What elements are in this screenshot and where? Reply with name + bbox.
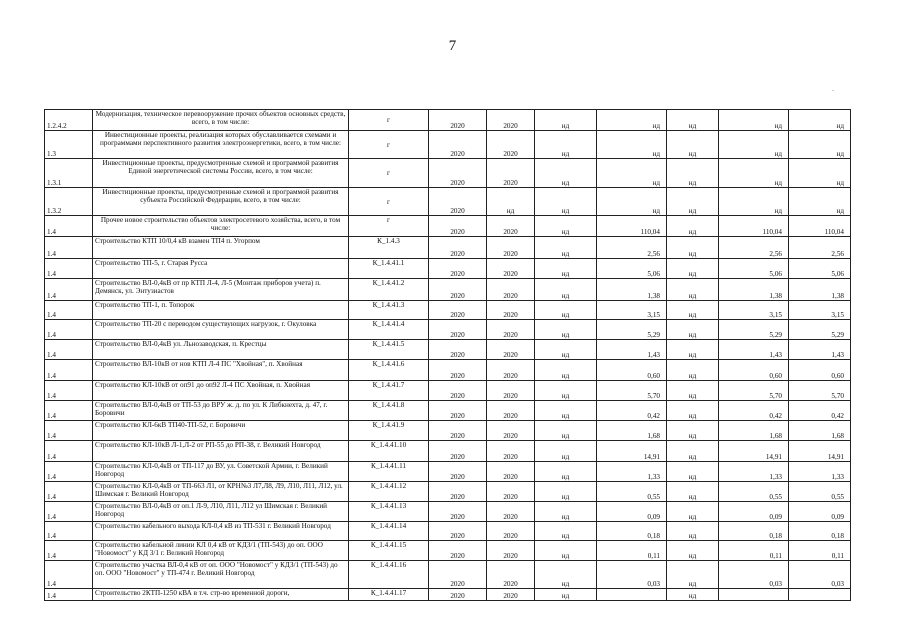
value-col-6: 110,04 xyxy=(719,216,789,237)
value-col-6: 0,55 xyxy=(719,482,789,502)
year-end: 2020 xyxy=(487,502,535,522)
row-number: 1.4 xyxy=(45,360,93,381)
value-col-4: 0,03 xyxy=(597,561,667,589)
value-col-6: 14,91 xyxy=(719,441,789,462)
year-end: 2020 xyxy=(487,589,535,601)
table-row xyxy=(45,159,851,188)
year-end: 2020 xyxy=(487,279,535,301)
row-number: 1.2.4.2 xyxy=(45,110,93,131)
value-col-7: нд xyxy=(789,188,851,216)
value-col-5: нд xyxy=(667,502,719,522)
value-col-7: 1,43 xyxy=(789,340,851,360)
value-col-6 xyxy=(719,589,789,601)
project-code: К_1.4.41.8 xyxy=(349,401,429,421)
value-col-7: 1,33 xyxy=(789,462,851,482)
value-col-6: 0,18 xyxy=(719,522,789,541)
year-end: 2020 xyxy=(487,301,535,320)
value-col-7: 0,03 xyxy=(789,561,851,589)
year-start: 2020 xyxy=(429,381,487,401)
value-col-3: нд xyxy=(535,381,597,401)
year-start: 2020 xyxy=(429,462,487,482)
value-col-6: 0,03 xyxy=(719,561,789,589)
year-end: 2020 xyxy=(487,360,535,381)
value-col-5: нд xyxy=(667,110,719,131)
page-number: 7 xyxy=(448,38,457,54)
value-col-4: 5,29 xyxy=(597,320,667,340)
value-col-5: нд xyxy=(667,216,719,237)
year-start: 2020 xyxy=(429,482,487,502)
year-end: 2020 xyxy=(487,561,535,589)
project-code: К_1.4.41.1 xyxy=(349,259,429,279)
project-code: К_1.4.41.3 xyxy=(349,301,429,320)
table-row xyxy=(45,482,851,502)
project-code: К_1.4.41.12 xyxy=(349,482,429,502)
project-code: К_1.4.41.6 xyxy=(349,360,429,381)
project-name: Строительство участка ВЛ-0,4 кВ от оп. ООО "Новомост" у КДЗ/1 (ТП-543) до оп. ООО "Новомост" у ТП-474 г. Великий Новгород xyxy=(93,561,349,589)
value-col-7: 0,11 xyxy=(789,541,851,561)
row-number: 1.4 xyxy=(45,279,93,301)
value-col-4: 0,60 xyxy=(597,360,667,381)
year-end: 2020 xyxy=(487,381,535,401)
row-number: 1.4 xyxy=(45,561,93,589)
year-end: 2020 xyxy=(487,259,535,279)
year-end: 2020 xyxy=(487,131,535,159)
value-col-4: 5,06 xyxy=(597,259,667,279)
project-code: К_1.4.41.5 xyxy=(349,340,429,360)
value-col-4: нд xyxy=(597,159,667,188)
value-col-4: 3,15 xyxy=(597,301,667,320)
value-col-4: 1,33 xyxy=(597,462,667,482)
project-name: Инвестиционные проекты, предусмотренные схемой и программой развития Единой энергетической системы России, всего, в том числе: xyxy=(93,159,349,188)
table-row xyxy=(45,216,851,237)
value-col-6: 0,09 xyxy=(719,502,789,522)
value-col-7: 2,56 xyxy=(789,237,851,259)
value-col-3: нд xyxy=(535,320,597,340)
project-code: г xyxy=(349,110,429,131)
year-start: 2020 xyxy=(429,216,487,237)
row-number: 1.4 xyxy=(45,522,93,541)
project-code: г xyxy=(349,131,429,159)
project-name: Строительство КТП 10/0,4 кВ взамен ТП4 п. Угорпом xyxy=(93,237,349,259)
project-code: К_1.4.41.15 xyxy=(349,541,429,561)
project-code: К_1.4.41.11 xyxy=(349,462,429,482)
value-col-4: 1,43 xyxy=(597,340,667,360)
value-col-5: нд xyxy=(667,320,719,340)
row-number: 1.4 xyxy=(45,340,93,360)
value-col-7: нд xyxy=(789,110,851,131)
project-code: К_1.4.41.2 xyxy=(349,279,429,301)
project-name: Строительство ВЛ-10кВ от нов КТП Л-4 ПС "Хвойная", п. Хвойная xyxy=(93,360,349,381)
table-row xyxy=(45,110,851,131)
corner-mark: . xyxy=(832,84,834,93)
value-col-5: нд xyxy=(667,561,719,589)
value-col-3: нд xyxy=(535,216,597,237)
table-row xyxy=(45,259,851,279)
project-code: К_1.4.41.10 xyxy=(349,441,429,462)
row-number: 1.4 xyxy=(45,216,93,237)
value-col-6: нд xyxy=(719,188,789,216)
value-col-7: 0,55 xyxy=(789,482,851,502)
project-name: Строительство кабельной линии КЛ 0,4 кВ от КДЗ/1 (ТП-543) до оп. ООО "Новомост" у КД 3/1 г. Великий Новгород xyxy=(93,541,349,561)
year-end: 2020 xyxy=(487,320,535,340)
value-col-7: нд xyxy=(789,159,851,188)
value-col-6: нд xyxy=(719,159,789,188)
project-name: Строительство кабельного выхода КЛ-0,4 кВ из ТП-531 г. Великий Новгород xyxy=(93,522,349,541)
value-col-7: 14,91 xyxy=(789,441,851,462)
value-col-5: нд xyxy=(667,522,719,541)
row-number: 1.4 xyxy=(45,301,93,320)
value-col-6: 1,38 xyxy=(719,279,789,301)
table-row xyxy=(45,301,851,320)
value-col-7: 0,42 xyxy=(789,401,851,421)
value-col-4: 0,42 xyxy=(597,401,667,421)
year-start: 2020 xyxy=(429,421,487,441)
project-name: Строительство КЛ-6кВ ТП40-ТП-52, г. Боровичи xyxy=(93,421,349,441)
project-code: К_1.4.41.4 xyxy=(349,320,429,340)
table-row xyxy=(45,462,851,482)
value-col-3: нд xyxy=(535,441,597,462)
value-col-7: 1,68 xyxy=(789,421,851,441)
year-start: 2020 xyxy=(429,441,487,462)
table-row xyxy=(45,131,851,159)
project-name: Строительство ВЛ-0,4кВ от ТП-53 до ВРУ ж. д. по ул. К Либкнехта, д. 47, г. Боровичи xyxy=(93,401,349,421)
row-number: 1.4 xyxy=(45,421,93,441)
table-row xyxy=(45,360,851,381)
value-col-4: 1,38 xyxy=(597,279,667,301)
project-name: Строительство 2КТП-1250 кВА в т.ч. стр-во временной дороги, xyxy=(93,589,349,601)
value-col-4: 5,70 xyxy=(597,381,667,401)
table-row xyxy=(45,541,851,561)
value-col-3: нд xyxy=(535,279,597,301)
project-code: К_1.4.41.9 xyxy=(349,421,429,441)
project-name: Строительство ТП-5, г. Старая Русса xyxy=(93,259,349,279)
project-code: К_1.4.41.17 xyxy=(349,589,429,601)
value-col-6: 1,33 xyxy=(719,462,789,482)
year-end: 2020 xyxy=(487,237,535,259)
value-col-7: 1,38 xyxy=(789,279,851,301)
value-col-3: нд xyxy=(535,259,597,279)
value-col-6: 3,15 xyxy=(719,301,789,320)
project-name: Строительство КЛ-0,4кВ от ТП-117 до ВУ, ул. Советской Армии, г. Великий Новгород xyxy=(93,462,349,482)
row-number: 1.3.1 xyxy=(45,159,93,188)
year-end: нд xyxy=(487,188,535,216)
row-number: 1.4 xyxy=(45,541,93,561)
year-end: 2020 xyxy=(487,340,535,360)
value-col-5: нд xyxy=(667,441,719,462)
year-start: 2020 xyxy=(429,188,487,216)
value-col-5: нд xyxy=(667,462,719,482)
year-end: 2020 xyxy=(487,110,535,131)
value-col-4: 0,09 xyxy=(597,502,667,522)
table-row xyxy=(45,561,851,589)
year-end: 2020 xyxy=(487,216,535,237)
project-name: Модернизация, техническое перевооружение прочих объектов основных средств, всего, в том числе: xyxy=(93,110,349,131)
project-code: К_1.4.41.16 xyxy=(349,561,429,589)
value-col-7: 5,06 xyxy=(789,259,851,279)
value-col-5: нд xyxy=(667,541,719,561)
value-col-5: нд xyxy=(667,421,719,441)
year-start: 2020 xyxy=(429,541,487,561)
value-col-6: 0,11 xyxy=(719,541,789,561)
value-col-6: нд xyxy=(719,131,789,159)
year-start: 2020 xyxy=(429,522,487,541)
table-row xyxy=(45,401,851,421)
project-code: К_1.4.41.13 xyxy=(349,502,429,522)
table-row xyxy=(45,279,851,301)
row-number: 1.4 xyxy=(45,502,93,522)
year-end: 2020 xyxy=(487,421,535,441)
project-name: Строительство ВЛ-0,4кВ от оп.1 Л-9, Л10, Л11, Л12 ул Шимская г. Великий Новгород xyxy=(93,502,349,522)
investment-table xyxy=(44,109,851,601)
value-col-4: нд xyxy=(597,188,667,216)
year-start: 2020 xyxy=(429,589,487,601)
value-col-5: нд xyxy=(667,131,719,159)
value-col-3: нд xyxy=(535,421,597,441)
year-start: 2020 xyxy=(429,259,487,279)
value-col-6: 5,29 xyxy=(719,320,789,340)
year-start: 2020 xyxy=(429,301,487,320)
value-col-6: 1,68 xyxy=(719,421,789,441)
table-row xyxy=(45,589,851,601)
project-name: Строительство КЛ-0,4кВ от ТП-663 Л1, от КРН№3 Л7,Л8, Л9, Л10, Л11, Л12, ул. Шимская г. Великий Новгород xyxy=(93,482,349,502)
row-number: 1.3.2 xyxy=(45,188,93,216)
year-end: 2020 xyxy=(487,401,535,421)
project-name: Строительство ВЛ-0,4кВ от пр КТП Л-4, Л-5 (Монтаж приборов учета) п. Демянск, ул. Энтузиастов xyxy=(93,279,349,301)
year-start: 2020 xyxy=(429,159,487,188)
value-col-7 xyxy=(789,589,851,601)
row-number: 1.4 xyxy=(45,589,93,601)
value-col-4: 0,55 xyxy=(597,482,667,502)
year-start: 2020 xyxy=(429,360,487,381)
year-start: 2020 xyxy=(429,237,487,259)
value-col-3: нд xyxy=(535,561,597,589)
value-col-6: 2,56 xyxy=(719,237,789,259)
value-col-3: нд xyxy=(535,360,597,381)
row-number: 1.4 xyxy=(45,401,93,421)
value-col-4: 2,56 xyxy=(597,237,667,259)
table-body xyxy=(45,110,851,601)
year-start: 2020 xyxy=(429,561,487,589)
value-col-3: нд xyxy=(535,301,597,320)
project-name: Строительство ТП-20 с переводом существующих нагрузок, г. Окуловка xyxy=(93,320,349,340)
year-end: 2020 xyxy=(487,482,535,502)
value-col-3: нд xyxy=(535,462,597,482)
value-col-6: 1,43 xyxy=(719,340,789,360)
year-start: 2020 xyxy=(429,502,487,522)
value-col-3: нд xyxy=(535,159,597,188)
table-row xyxy=(45,237,851,259)
row-number: 1.3 xyxy=(45,131,93,159)
value-col-5: нд xyxy=(667,401,719,421)
value-col-6: нд xyxy=(719,110,789,131)
project-name: Инвестиционные проекты, предусмотренные схемой и программой развития субъекта Российской Федерации, всего, в том числе: xyxy=(93,188,349,216)
value-col-5: нд xyxy=(667,340,719,360)
value-col-5: нд xyxy=(667,360,719,381)
value-col-6: 0,42 xyxy=(719,401,789,421)
project-code: г xyxy=(349,159,429,188)
value-col-5: нд xyxy=(667,237,719,259)
value-col-5: нд xyxy=(667,259,719,279)
value-col-5: нд xyxy=(667,188,719,216)
value-col-4: 1,68 xyxy=(597,421,667,441)
project-name: Строительство КЛ-10кВ Л-1,Л-2 от РП-55 до РП-38, г. Великий Новгород xyxy=(93,441,349,462)
value-col-4 xyxy=(597,589,667,601)
project-name: Строительство ВЛ-0,4кВ ул. Льнозаводская, п. Крестцы xyxy=(93,340,349,360)
year-start: 2020 xyxy=(429,340,487,360)
value-col-3: нд xyxy=(535,589,597,601)
value-col-3: нд xyxy=(535,131,597,159)
value-col-3: нд xyxy=(535,541,597,561)
project-code: К_1.4.41.14 xyxy=(349,522,429,541)
value-col-3: нд xyxy=(535,340,597,360)
value-col-7: нд xyxy=(789,131,851,159)
value-col-5: нд xyxy=(667,301,719,320)
table-row xyxy=(45,381,851,401)
project-name: Строительство КЛ-10кВ от оп91 до оп92 Л-4 ПС Хвойная, п. Хвойная xyxy=(93,381,349,401)
project-code: К_1.4.41.7 xyxy=(349,381,429,401)
value-col-7: 0,60 xyxy=(789,360,851,381)
table-row xyxy=(45,522,851,541)
row-number: 1.4 xyxy=(45,381,93,401)
value-col-3: нд xyxy=(535,482,597,502)
value-col-6: 5,70 xyxy=(719,381,789,401)
row-number: 1.4 xyxy=(45,237,93,259)
value-col-3: нд xyxy=(535,502,597,522)
project-name: Прочее новое строительство объектов электросетевого хозяйства, всего, в том числе: xyxy=(93,216,349,237)
value-col-3: нд xyxy=(535,401,597,421)
project-name: Инвестиционные проекты, реализация которых обуславливается схемами и программами перспективного развития электроэнергетики, всего, в том числе: xyxy=(93,131,349,159)
row-number: 1.4 xyxy=(45,320,93,340)
value-col-3: нд xyxy=(535,522,597,541)
value-col-7: 110,04 xyxy=(789,216,851,237)
year-start: 2020 xyxy=(429,401,487,421)
row-number: 1.4 xyxy=(45,462,93,482)
row-number: 1.4 xyxy=(45,482,93,502)
row-number: 1.4 xyxy=(45,441,93,462)
project-code: К_1.4.3 xyxy=(349,237,429,259)
value-col-7: 5,29 xyxy=(789,320,851,340)
value-col-5: нд xyxy=(667,159,719,188)
row-number: 1.4 xyxy=(45,259,93,279)
project-code: г xyxy=(349,216,429,237)
project-name: Строительство ТП-1, п. Топорок xyxy=(93,301,349,320)
value-col-7: 3,15 xyxy=(789,301,851,320)
value-col-4: нд xyxy=(597,110,667,131)
value-col-5: нд xyxy=(667,589,719,601)
table-row xyxy=(45,441,851,462)
value-col-7: 0,18 xyxy=(789,522,851,541)
value-col-6: 0,60 xyxy=(719,360,789,381)
table-row xyxy=(45,320,851,340)
value-col-4: 0,18 xyxy=(597,522,667,541)
table-row xyxy=(45,188,851,216)
value-col-6: 5,06 xyxy=(719,259,789,279)
value-col-5: нд xyxy=(667,279,719,301)
year-start: 2020 xyxy=(429,131,487,159)
project-code: г xyxy=(349,188,429,216)
table-row xyxy=(45,340,851,360)
year-end: 2020 xyxy=(487,541,535,561)
value-col-5: нд xyxy=(667,381,719,401)
year-end: 2020 xyxy=(487,441,535,462)
table-row xyxy=(45,421,851,441)
value-col-7: 0,09 xyxy=(789,502,851,522)
value-col-3: нд xyxy=(535,188,597,216)
value-col-4: нд xyxy=(597,131,667,159)
table-row xyxy=(45,502,851,522)
value-col-3: нд xyxy=(535,237,597,259)
value-col-4: 0,11 xyxy=(597,541,667,561)
year-end: 2020 xyxy=(487,462,535,482)
year-start: 2020 xyxy=(429,110,487,131)
value-col-4: 14,91 xyxy=(597,441,667,462)
year-start: 2020 xyxy=(429,320,487,340)
value-col-3: нд xyxy=(535,110,597,131)
year-end: 2020 xyxy=(487,522,535,541)
year-end: 2020 xyxy=(487,159,535,188)
value-col-7: 5,70 xyxy=(789,381,851,401)
value-col-4: 110,04 xyxy=(597,216,667,237)
year-start: 2020 xyxy=(429,279,487,301)
value-col-5: нд xyxy=(667,482,719,502)
